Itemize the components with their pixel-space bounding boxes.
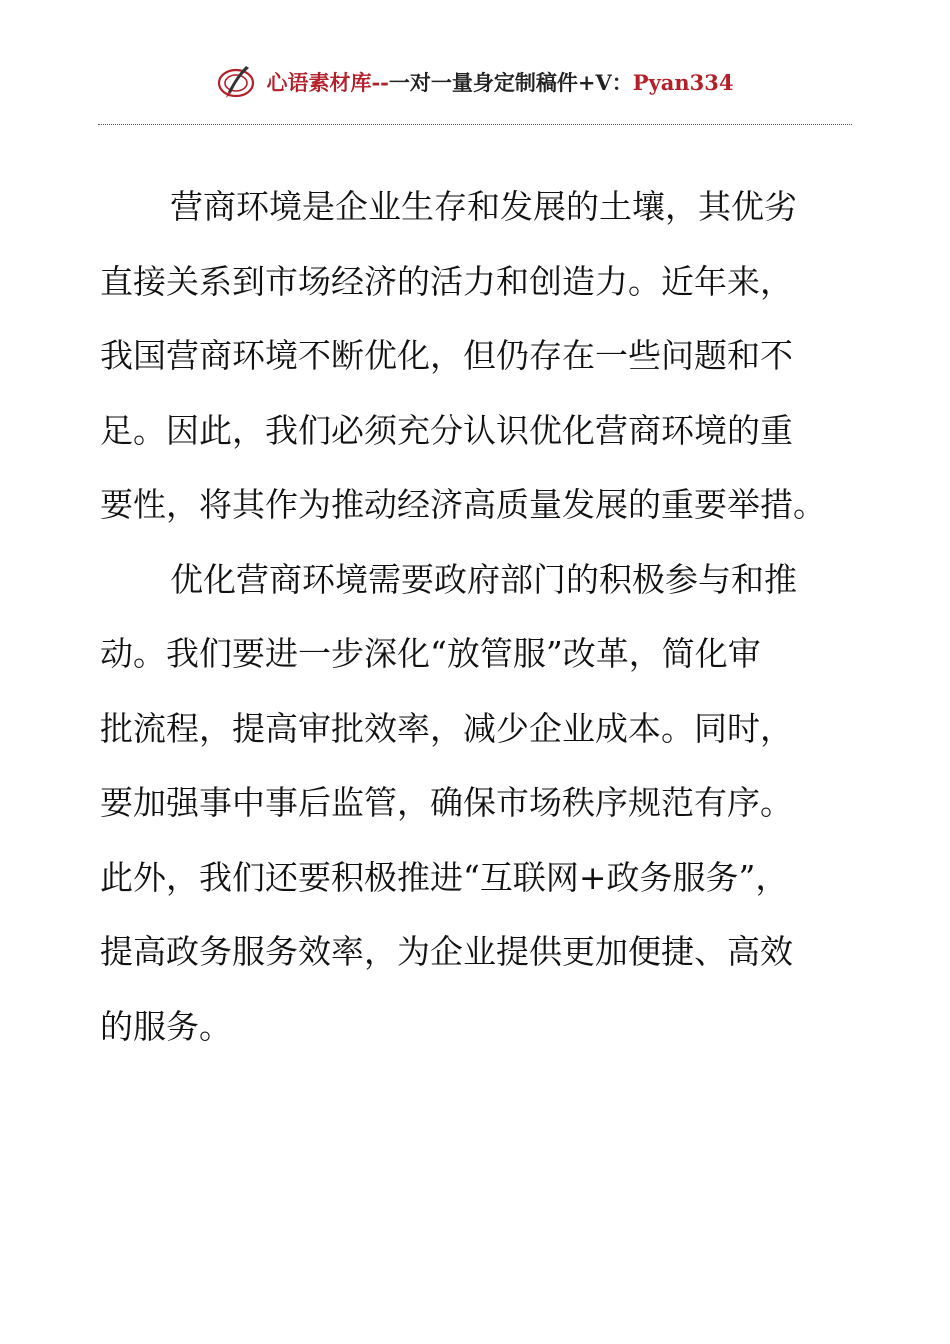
paragraph-1-line: 直接关系到市场经济的活力和创造力。近年来， bbox=[100, 261, 793, 301]
paragraph-1-line: 要性，将其作为推动经济高质量发展的重要举措。 bbox=[100, 485, 826, 524]
header-tagline: 一对一量身定制稿件 bbox=[388, 70, 578, 95]
contact-label: +V： bbox=[577, 70, 633, 95]
paragraph-1-line: 我国营商环境不断优化，但仍存在一些问题和不 bbox=[100, 336, 793, 375]
paragraph-2-line: 要加强事中事后监管，确保市场秩序规范有序。 bbox=[100, 783, 793, 822]
header-divider bbox=[98, 124, 852, 125]
paragraph-2-line: 批流程，提高审批效率，减少企业成本。同时， bbox=[100, 708, 793, 748]
contact-id: Pyan334 bbox=[632, 69, 734, 95]
page-header bbox=[98, 58, 852, 106]
paragraph-2-line: 提高政务服务效率，为企业提供更加便捷、高效 bbox=[100, 932, 793, 971]
paragraph-2-line: 动。我们要进一步深化“放管服”改革，简化审 bbox=[100, 634, 761, 673]
article-body bbox=[100, 170, 860, 1064]
paragraph-2-line: 优化营商环境需要政府部门的积极参与和推 bbox=[170, 559, 797, 599]
paragraph-2-line: 此外，我们还要积极推进“互联网+政务服务”， bbox=[100, 857, 789, 897]
paragraph-2-line: 的服务。 bbox=[100, 1006, 232, 1046]
paragraph-1-line: 足。因此，我们必须充分认识优化营商环境的重 bbox=[100, 410, 793, 450]
header-separator: -- bbox=[371, 69, 389, 95]
paragraph-1-line: 营商环境是企业生存和发展的土壤，其优劣 bbox=[170, 187, 797, 226]
brand-name: 心语素材库 bbox=[266, 70, 372, 95]
quill-pen-logo-icon bbox=[216, 62, 256, 102]
